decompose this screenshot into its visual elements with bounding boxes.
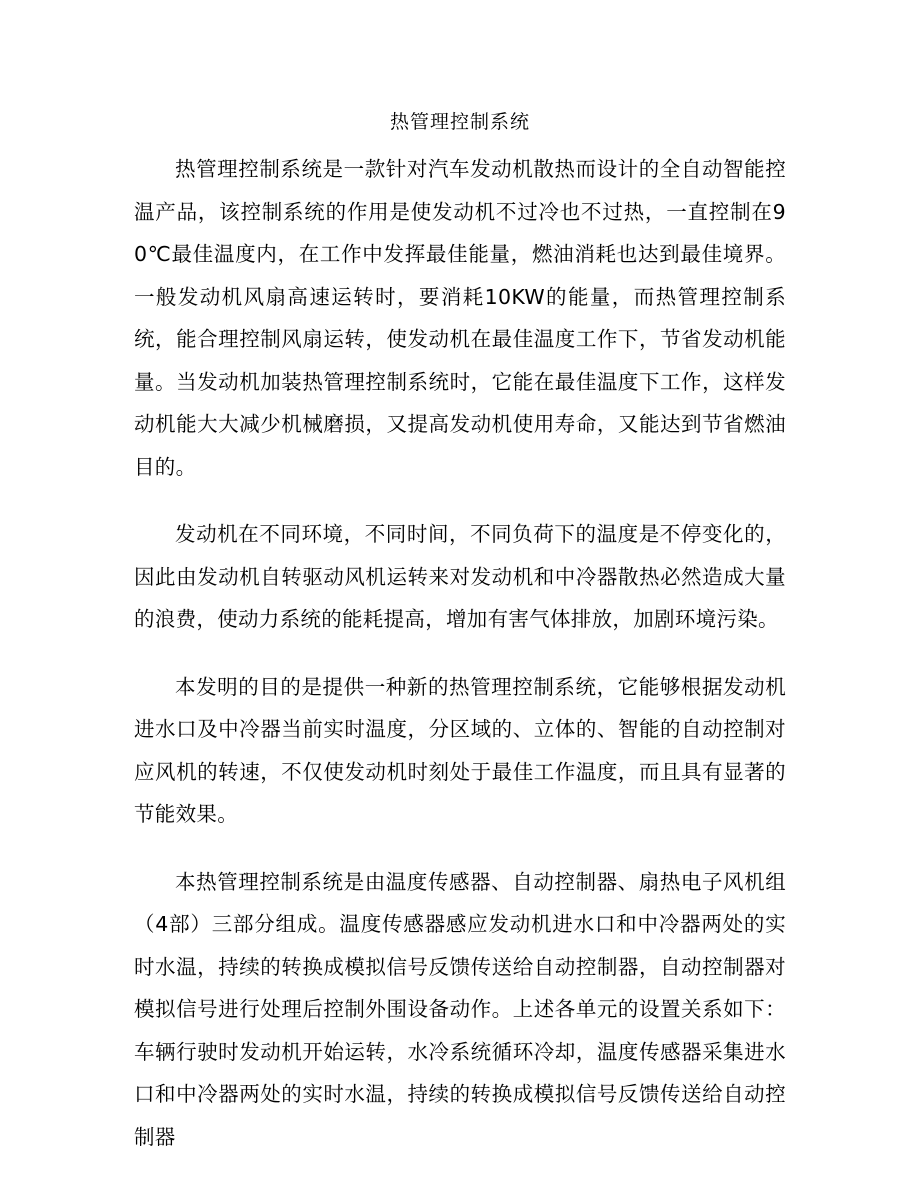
paragraph-purpose: 本发明的目的是提供一种新的热管理控制系统，它能够根据发动机进水口及中冷器当前实时温度，分区域的、立体的、智能的自动控制对应风机的转速，不仅使发动机时刻处于最佳工作温度，而且具有显著的节能效果。 <box>134 674 786 826</box>
paragraph-composition: 本热管理控制系统是由温度传感器、自动控制器、扇热电子风机组（4部）三部分组成。温度传感器感应发动机进水口和中冷器两处的实时水温，持续的转换成模拟信号反馈传送给自动控制器，自动控制器对模拟信号进行处理后控制外围设备动作。上述各单元的设置关系如下：车辆行驶时发动机开始运转，水冷系统循环冷却，温度传感器采集进水口和中冷器两处的实时水温，持续的转换成模拟信号反馈传送给自动控制器 <box>134 869 786 1149</box>
paragraph-intro: 热管理控制系统是一款针对汽车发动机散热而设计的全自动智能控温产品，该控制系统的作用是使发动机不过冷也不过热，一直控制在90℃最佳温度内，在工作中发挥最佳能量，燃油消耗也达到最佳境界。一般发动机风扇高速运转时，要消耗10KW的能量，而热管理控制系统，能合理控制风扇运转，使发动机在最佳温度工作下，节省发动机能量。当发动机加装热管理控制系统时，它能在最佳温度下工作，这样发动机能大大减少机械磨损，又提高发动机使用寿命，又能达到节省燃油目的。 <box>134 157 786 479</box>
paragraph-background: 发动机在不同环境，不同时间，不同负荷下的温度是不停变化的，因此由发动机自转驱动风机运转来对发动机和中冷器散热必然造成大量的浪费，使动力系统的能耗提高，增加有害气体排放，加剧环境污染。 <box>134 522 786 631</box>
document-body <box>134 148 786 1183</box>
document-title: 热管理控制系统 <box>389 111 530 133</box>
